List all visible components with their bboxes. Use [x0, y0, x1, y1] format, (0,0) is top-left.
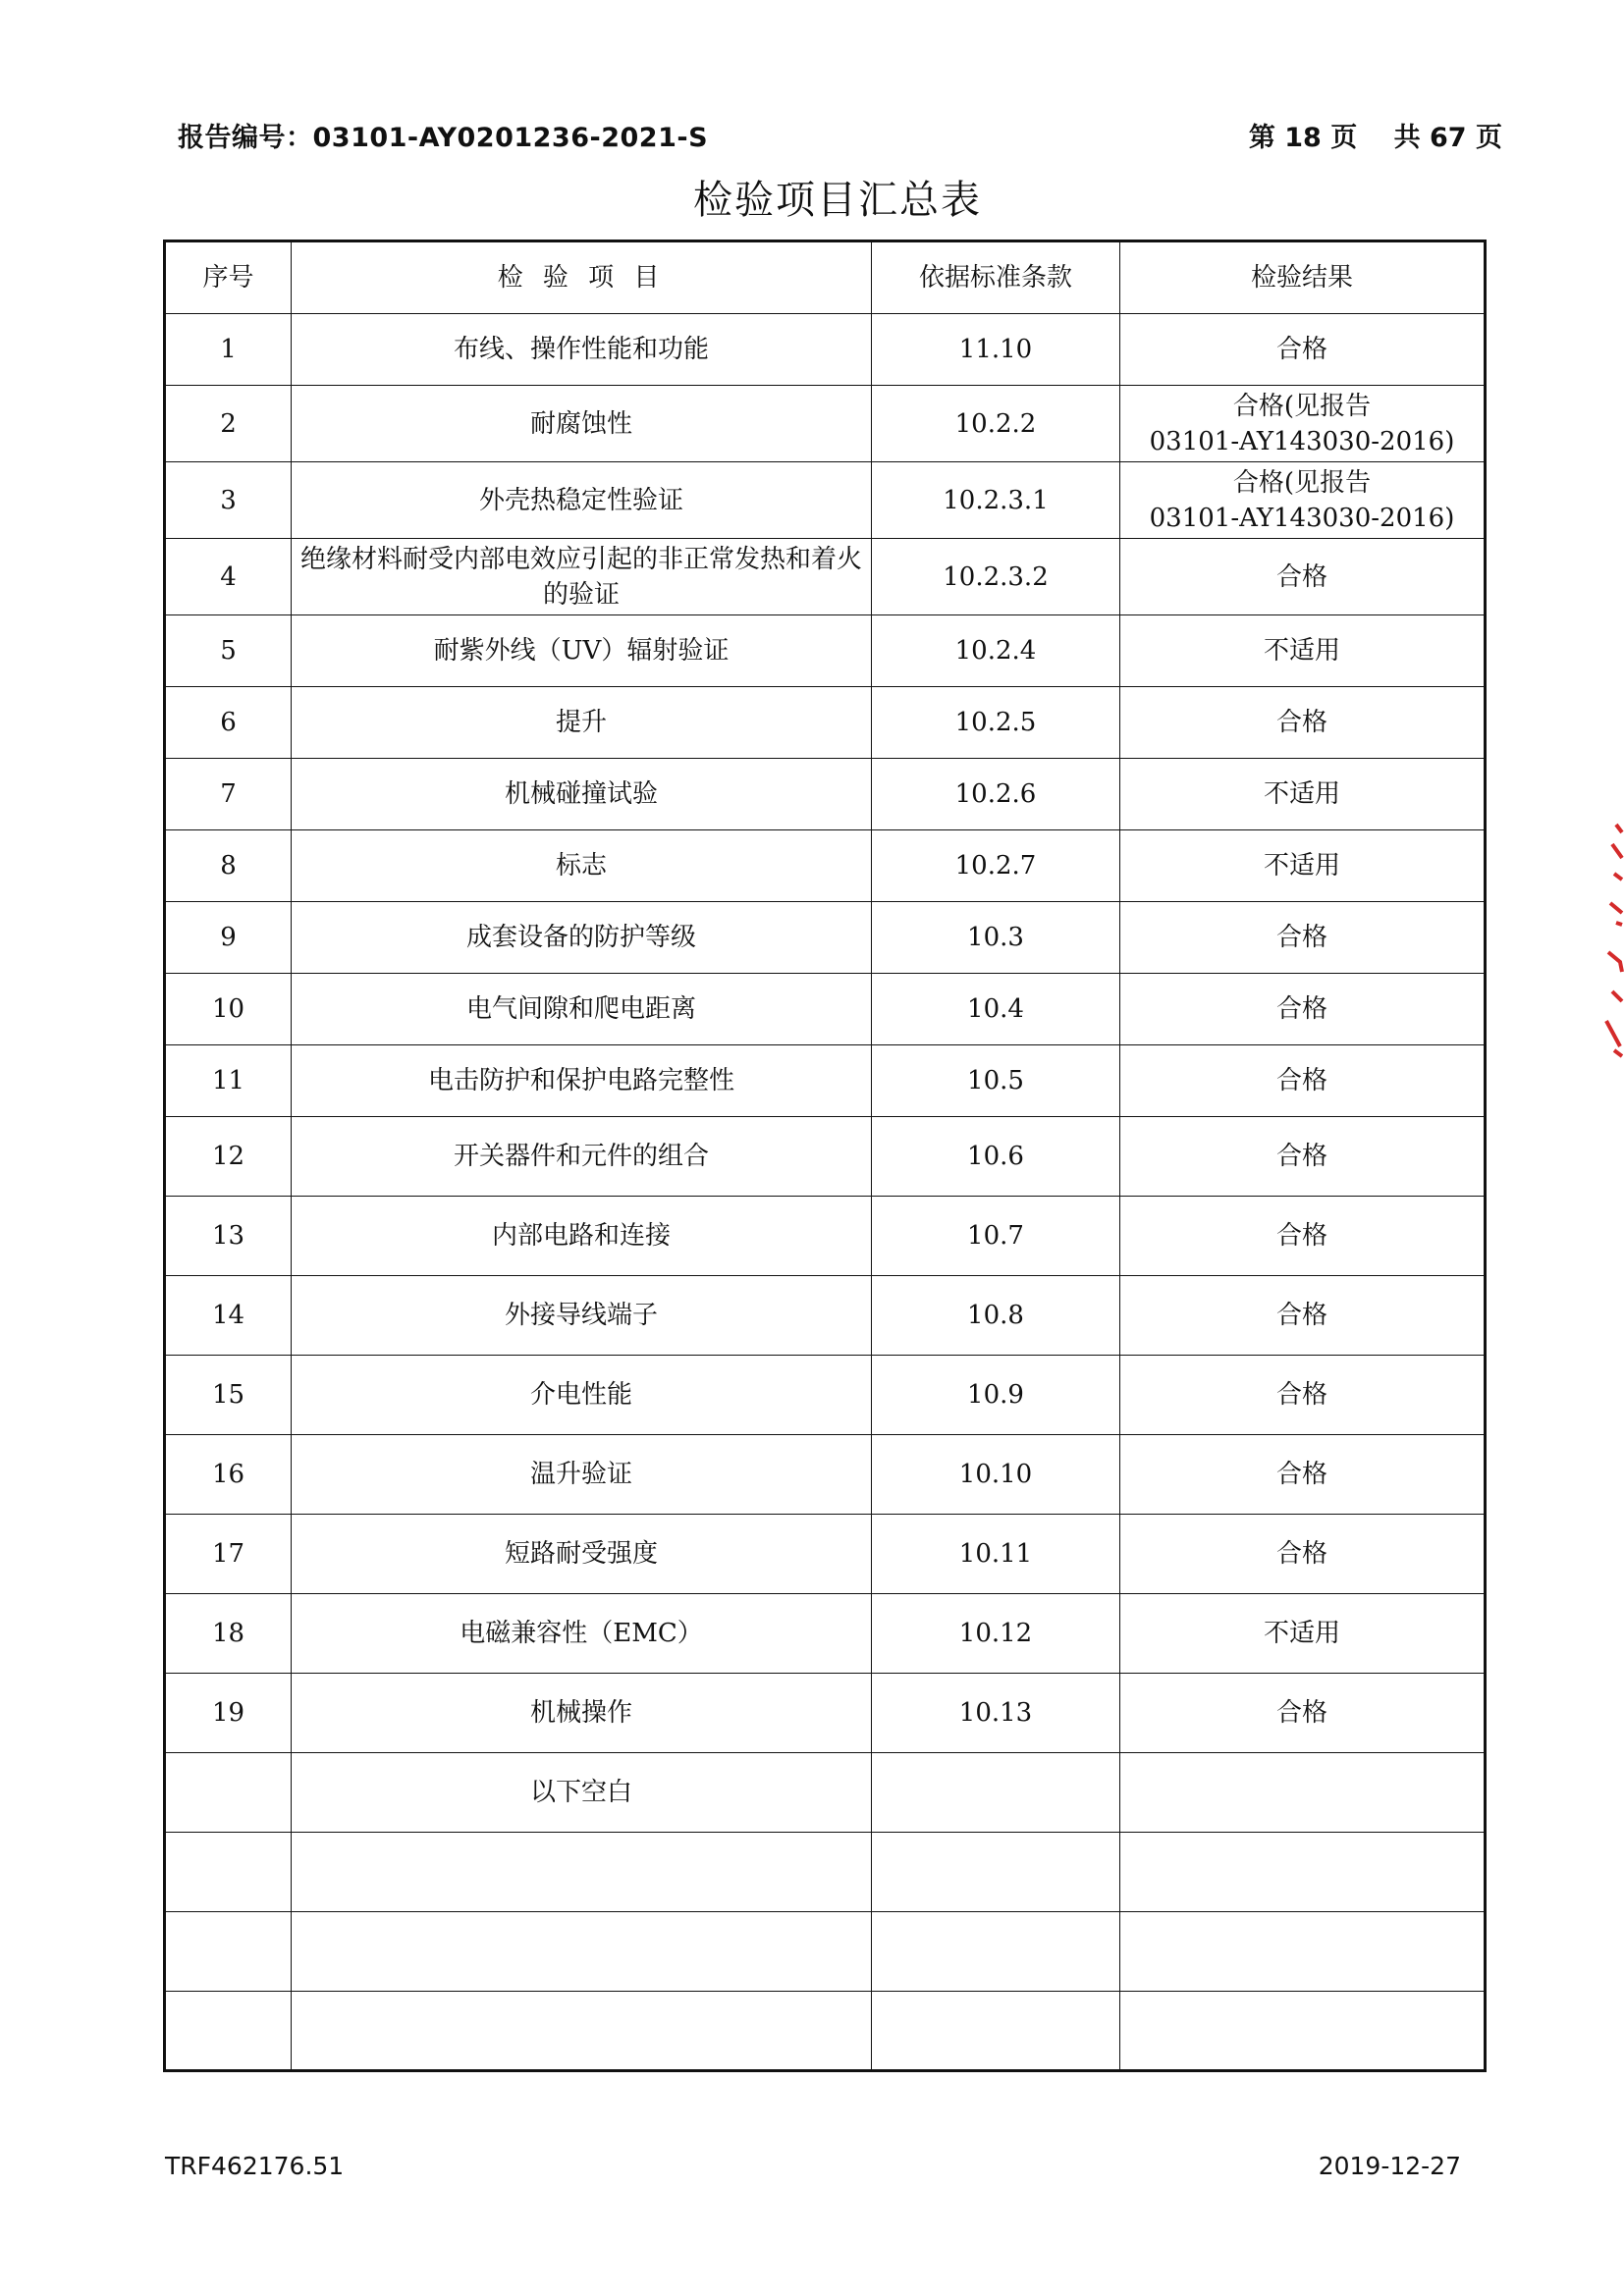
row-result-cell: 合格: [1120, 1117, 1486, 1197]
table-row: [165, 1833, 1486, 1912]
row-result-cell: 合格: [1120, 539, 1486, 615]
row-clause-cell: [872, 1992, 1120, 2071]
row-number-cell: [165, 1753, 292, 1833]
table-row: [165, 1912, 1486, 1992]
row-clause-cell: 10.2.6: [872, 759, 1120, 830]
row-number-cell: 10: [165, 974, 292, 1045]
row-clause-cell: 10.9: [872, 1356, 1120, 1435]
row-clause-cell: 10.8: [872, 1276, 1120, 1356]
row-item-cell: 以下空白: [292, 1753, 872, 1833]
row-clause-cell: 11.10: [872, 314, 1120, 386]
row-item-cell: 介电性能: [292, 1356, 872, 1435]
row-clause-cell: 10.3: [872, 902, 1120, 974]
row-number-cell: 15: [165, 1356, 292, 1435]
page-indicator: [1243, 116, 1502, 154]
row-result-cell: 合格: [1120, 1045, 1486, 1117]
row-item-cell: 电击防护和保护电路完整性: [292, 1045, 872, 1117]
table-row: [165, 1117, 1486, 1197]
row-number-cell: 8: [165, 830, 292, 902]
table-row: [165, 687, 1486, 759]
row-number-cell: 19: [165, 1674, 292, 1753]
row-result-cell: 合格(见报告 03101-AY143030-2016): [1120, 386, 1486, 462]
table-row: [165, 1197, 1486, 1276]
inspection-summary-table: [163, 240, 1487, 2072]
row-item-cell: 温升验证: [292, 1435, 872, 1515]
row-clause-cell: 10.2.3.1: [872, 462, 1120, 539]
table-row: [165, 902, 1486, 974]
table-row: [165, 314, 1486, 386]
row-item-cell: 外壳热稳定性验证: [292, 462, 872, 539]
row-number-cell: 18: [165, 1594, 292, 1674]
row-result-cell: 不适用: [1120, 1594, 1486, 1674]
row-number-cell: 5: [165, 615, 292, 687]
row-number-cell: 2: [165, 386, 292, 462]
row-result-cell: 合格: [1120, 1197, 1486, 1276]
page-title: 检验项目汇总表: [693, 178, 982, 223]
row-result-cell: 不适用: [1120, 759, 1486, 830]
row-number-cell: 6: [165, 687, 292, 759]
table-row: [165, 462, 1486, 539]
row-number-cell: [165, 1833, 292, 1912]
row-number-cell: 7: [165, 759, 292, 830]
table-row: [165, 1594, 1486, 1674]
row-number-cell: 9: [165, 902, 292, 974]
table-header-row: [165, 241, 1486, 314]
row-item-cell: 布线、操作性能和功能: [292, 314, 872, 386]
row-result-cell: 合格: [1120, 1435, 1486, 1515]
row-item-cell: 机械碰撞试验: [292, 759, 872, 830]
table-row: [165, 539, 1486, 615]
row-clause-cell: [872, 1753, 1120, 1833]
row-item-cell: [292, 1833, 872, 1912]
row-item-cell: 标志: [292, 830, 872, 902]
row-clause-cell: 10.6: [872, 1117, 1120, 1197]
row-result-cell: 不适用: [1120, 830, 1486, 902]
row-result-cell: 不适用: [1120, 615, 1486, 687]
page-current: 第 18 页: [1248, 123, 1358, 153]
row-clause-cell: 10.7: [872, 1197, 1120, 1276]
table-body: [165, 314, 1486, 2071]
row-number-cell: [165, 1912, 292, 1992]
table-row: [165, 1674, 1486, 1753]
row-clause-cell: [872, 1833, 1120, 1912]
row-result-cell: 合格: [1120, 1356, 1486, 1435]
col-header-result: 检验结果: [1120, 241, 1486, 314]
col-header-item: 检 验 项 目: [292, 241, 872, 314]
row-item-cell: 绝缘材料耐受内部电效应引起的非正常发热和着火的验证: [292, 539, 872, 615]
row-number-cell: 4: [165, 539, 292, 615]
row-clause-cell: 10.2.2: [872, 386, 1120, 462]
row-item-cell: 外接导线端子: [292, 1276, 872, 1356]
row-item-cell: [292, 1912, 872, 1992]
row-result-cell: 合格(见报告 03101-AY143030-2016): [1120, 462, 1486, 539]
row-result-cell: 合格: [1120, 687, 1486, 759]
row-item-cell: 成套设备的防护等级: [292, 902, 872, 974]
row-number-cell: 16: [165, 1435, 292, 1515]
row-result-cell: [1120, 1912, 1486, 1992]
row-item-cell: 电磁兼容性（EMC）: [292, 1594, 872, 1674]
row-result-cell: [1120, 1833, 1486, 1912]
row-number-cell: 3: [165, 462, 292, 539]
row-item-cell: 内部电路和连接: [292, 1197, 872, 1276]
table-row: [165, 1753, 1486, 1833]
row-clause-cell: 10.10: [872, 1435, 1120, 1515]
row-result-cell: 合格: [1120, 1515, 1486, 1594]
row-clause-cell: 10.2.3.2: [872, 539, 1120, 615]
page-total: 共 67 页: [1393, 123, 1502, 153]
table-row: [165, 974, 1486, 1045]
row-clause-cell: 10.2.4: [872, 615, 1120, 687]
row-result-cell: 合格: [1120, 1674, 1486, 1753]
table-row: [165, 1276, 1486, 1356]
row-result-cell: [1120, 1753, 1486, 1833]
row-number-cell: 1: [165, 314, 292, 386]
report-number: 报告编号：03101-AY0201236-2021-S: [178, 123, 709, 153]
row-result-cell: [1120, 1992, 1486, 2071]
col-header-clause: 依据标准条款: [872, 241, 1120, 314]
row-number-cell: [165, 1992, 292, 2071]
table-row: [165, 759, 1486, 830]
row-number-cell: 12: [165, 1117, 292, 1197]
row-number-cell: 13: [165, 1197, 292, 1276]
form-date: 2019-12-27: [1318, 2152, 1461, 2180]
table-row: [165, 1515, 1486, 1594]
table-row: [165, 386, 1486, 462]
row-item-cell: 提升: [292, 687, 872, 759]
row-clause-cell: 10.2.5: [872, 687, 1120, 759]
row-clause-cell: 10.12: [872, 1594, 1120, 1674]
table-row: [165, 615, 1486, 687]
row-clause-cell: 10.5: [872, 1045, 1120, 1117]
seal-stroke: [1606, 825, 1622, 1056]
table-row: [165, 1045, 1486, 1117]
row-result-cell: 合格: [1120, 1276, 1486, 1356]
table-row: [165, 1992, 1486, 2071]
table-row: [165, 1356, 1486, 1435]
row-clause-cell: 10.4: [872, 974, 1120, 1045]
row-clause-cell: 10.2.7: [872, 830, 1120, 902]
row-number-cell: 11: [165, 1045, 292, 1117]
row-item-cell: 电气间隙和爬电距离: [292, 974, 872, 1045]
row-item-cell: 耐腐蚀性: [292, 386, 872, 462]
row-item-cell: 机械操作: [292, 1674, 872, 1753]
row-result-cell: 合格: [1120, 314, 1486, 386]
row-item-cell: 开关器件和元件的组合: [292, 1117, 872, 1197]
row-clause-cell: 10.13: [872, 1674, 1120, 1753]
col-header-no: 序号: [165, 241, 292, 314]
table-row: [165, 1435, 1486, 1515]
row-item-cell: 短路耐受强度: [292, 1515, 872, 1594]
row-clause-cell: [872, 1912, 1120, 1992]
row-item-cell: 耐紫外线（UV）辐射验证: [292, 615, 872, 687]
row-clause-cell: 10.11: [872, 1515, 1120, 1594]
table-row: [165, 830, 1486, 902]
seal-stamp-fragment: [1602, 815, 1624, 1060]
row-item-cell: [292, 1992, 872, 2071]
row-number-cell: 14: [165, 1276, 292, 1356]
row-result-cell: 合格: [1120, 974, 1486, 1045]
row-result-cell: 合格: [1120, 902, 1486, 974]
form-code: TRF462176.51: [165, 2152, 345, 2180]
row-number-cell: 17: [165, 1515, 292, 1594]
